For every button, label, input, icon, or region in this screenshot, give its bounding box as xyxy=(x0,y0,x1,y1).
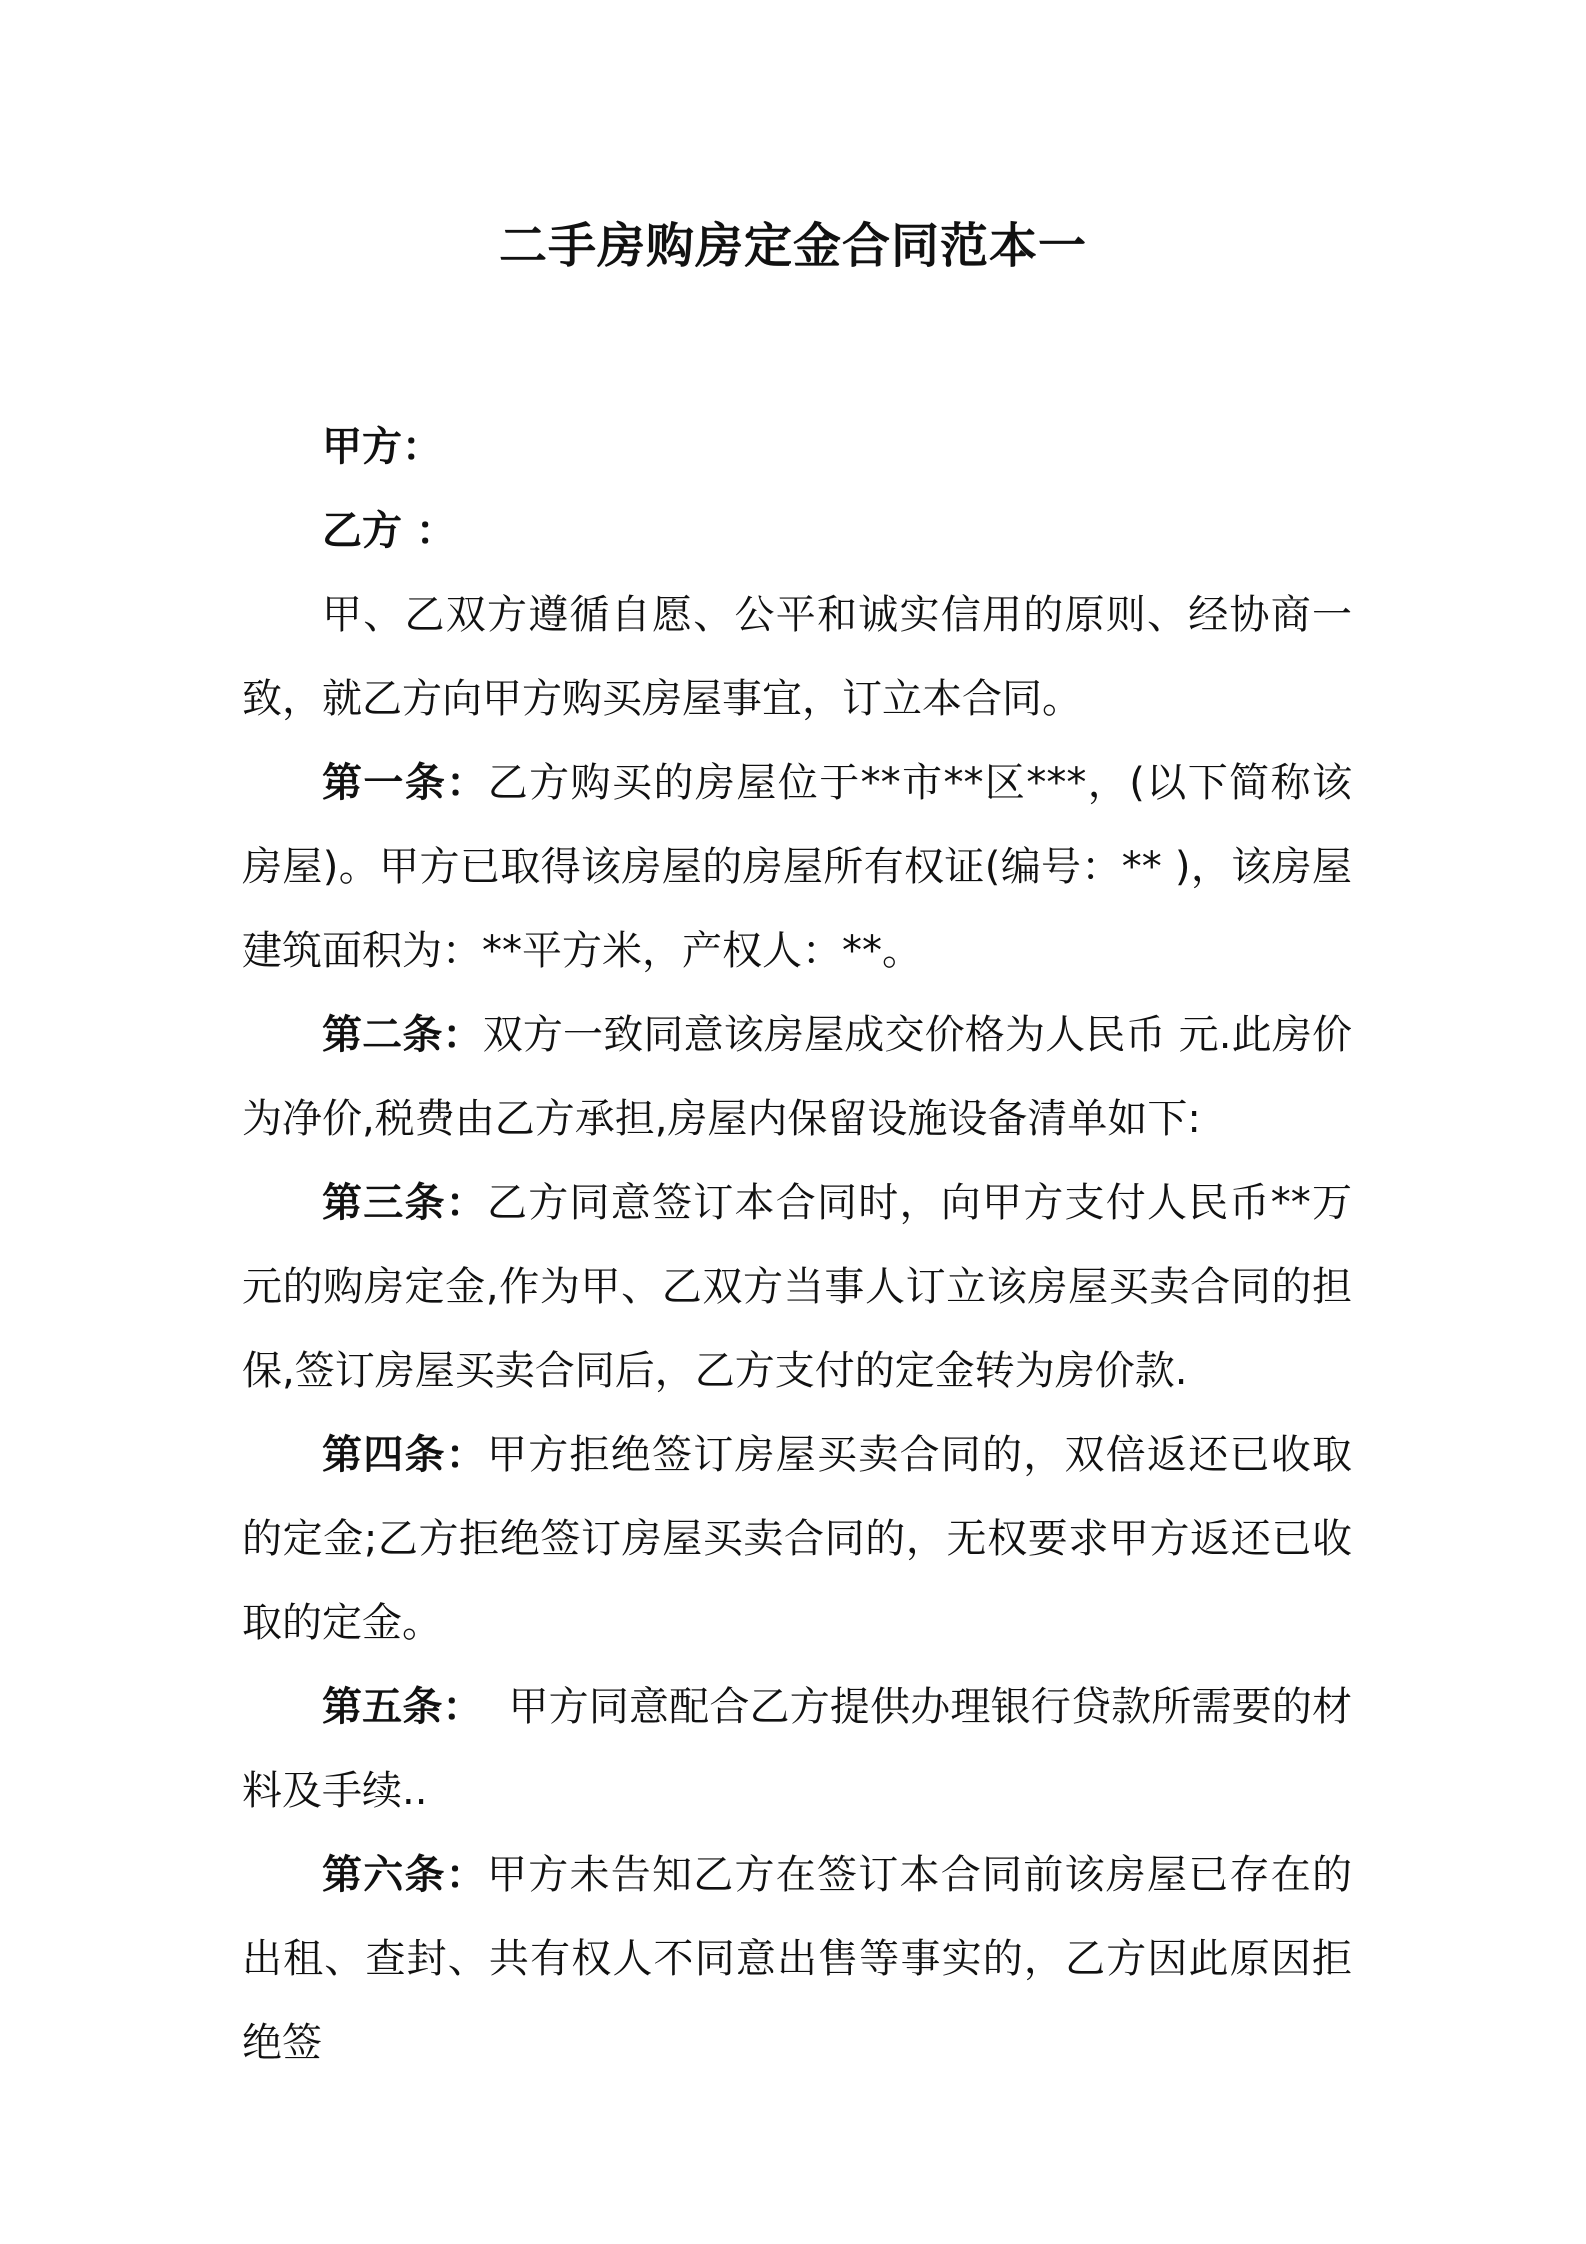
clause-6-head: 第六条： xyxy=(322,1852,487,1898)
party-b-label: 乙方 ： xyxy=(322,508,456,554)
party-a-label: 甲方： xyxy=(322,424,442,470)
document-body xyxy=(242,405,1352,2085)
document-title: 二手房购房定金合同范本一 xyxy=(498,218,1087,274)
intro-paragraph: 甲、乙双方遵循自愿、公平和诚实信用的原则、经协商一致，就乙方向甲方购买房屋事宜，订立本合同。 xyxy=(242,592,1352,722)
clause-5 xyxy=(242,1665,1352,1833)
clause-1-head: 第一条： xyxy=(322,760,488,806)
clause-6 xyxy=(242,1833,1352,2085)
clause-1-text: 乙方购买的房屋位于**市**区***，(以下简称该房屋)。甲方已取得该房屋的房屋所有权证(编号：** )，该房屋建筑面积为：**平方米，产权人：**。 xyxy=(242,760,1352,974)
clause-4-text: 甲方拒绝签订房屋买卖合同的，双倍返还已收取的定金;乙方拒绝签订房屋买卖合同的，无权要求甲方返还已收取的定金。 xyxy=(242,1432,1352,1646)
clause-3-head: 第三条： xyxy=(322,1180,487,1226)
clause-2-text: 双方一致同意该房屋成交价格为人民币 元.此房价为净价,税费由乙方承担,房屋内保留设施设备清单如下: xyxy=(242,1012,1352,1142)
clause-5-text: 甲方同意配合乙方提供办理银行贷款所需要的材料及手续.. xyxy=(242,1684,1352,1814)
clause-3 xyxy=(242,1161,1352,1413)
clause-1 xyxy=(242,741,1352,993)
clause-4-head: 第四条： xyxy=(322,1432,487,1478)
clause-3-text: 乙方同意签订本合同时，向甲方支付人民币**万元的购房定金,作为甲、乙双方当事人订立该房屋买卖合同的担保,签订房屋买卖合同后，乙方支付的定金转为房价款. xyxy=(242,1180,1352,1394)
clause-4 xyxy=(242,1413,1352,1665)
clause-6-text: 甲方未告知乙方在签订本合同前该房屋已存在的出租、查封、共有权人不同意出售等事实的，乙方因此原因拒绝签 xyxy=(242,1852,1352,2066)
clause-2 xyxy=(242,993,1352,1161)
clause-2-head: 第二条： xyxy=(322,1012,483,1058)
clause-5-head: 第五条： xyxy=(322,1684,483,1730)
